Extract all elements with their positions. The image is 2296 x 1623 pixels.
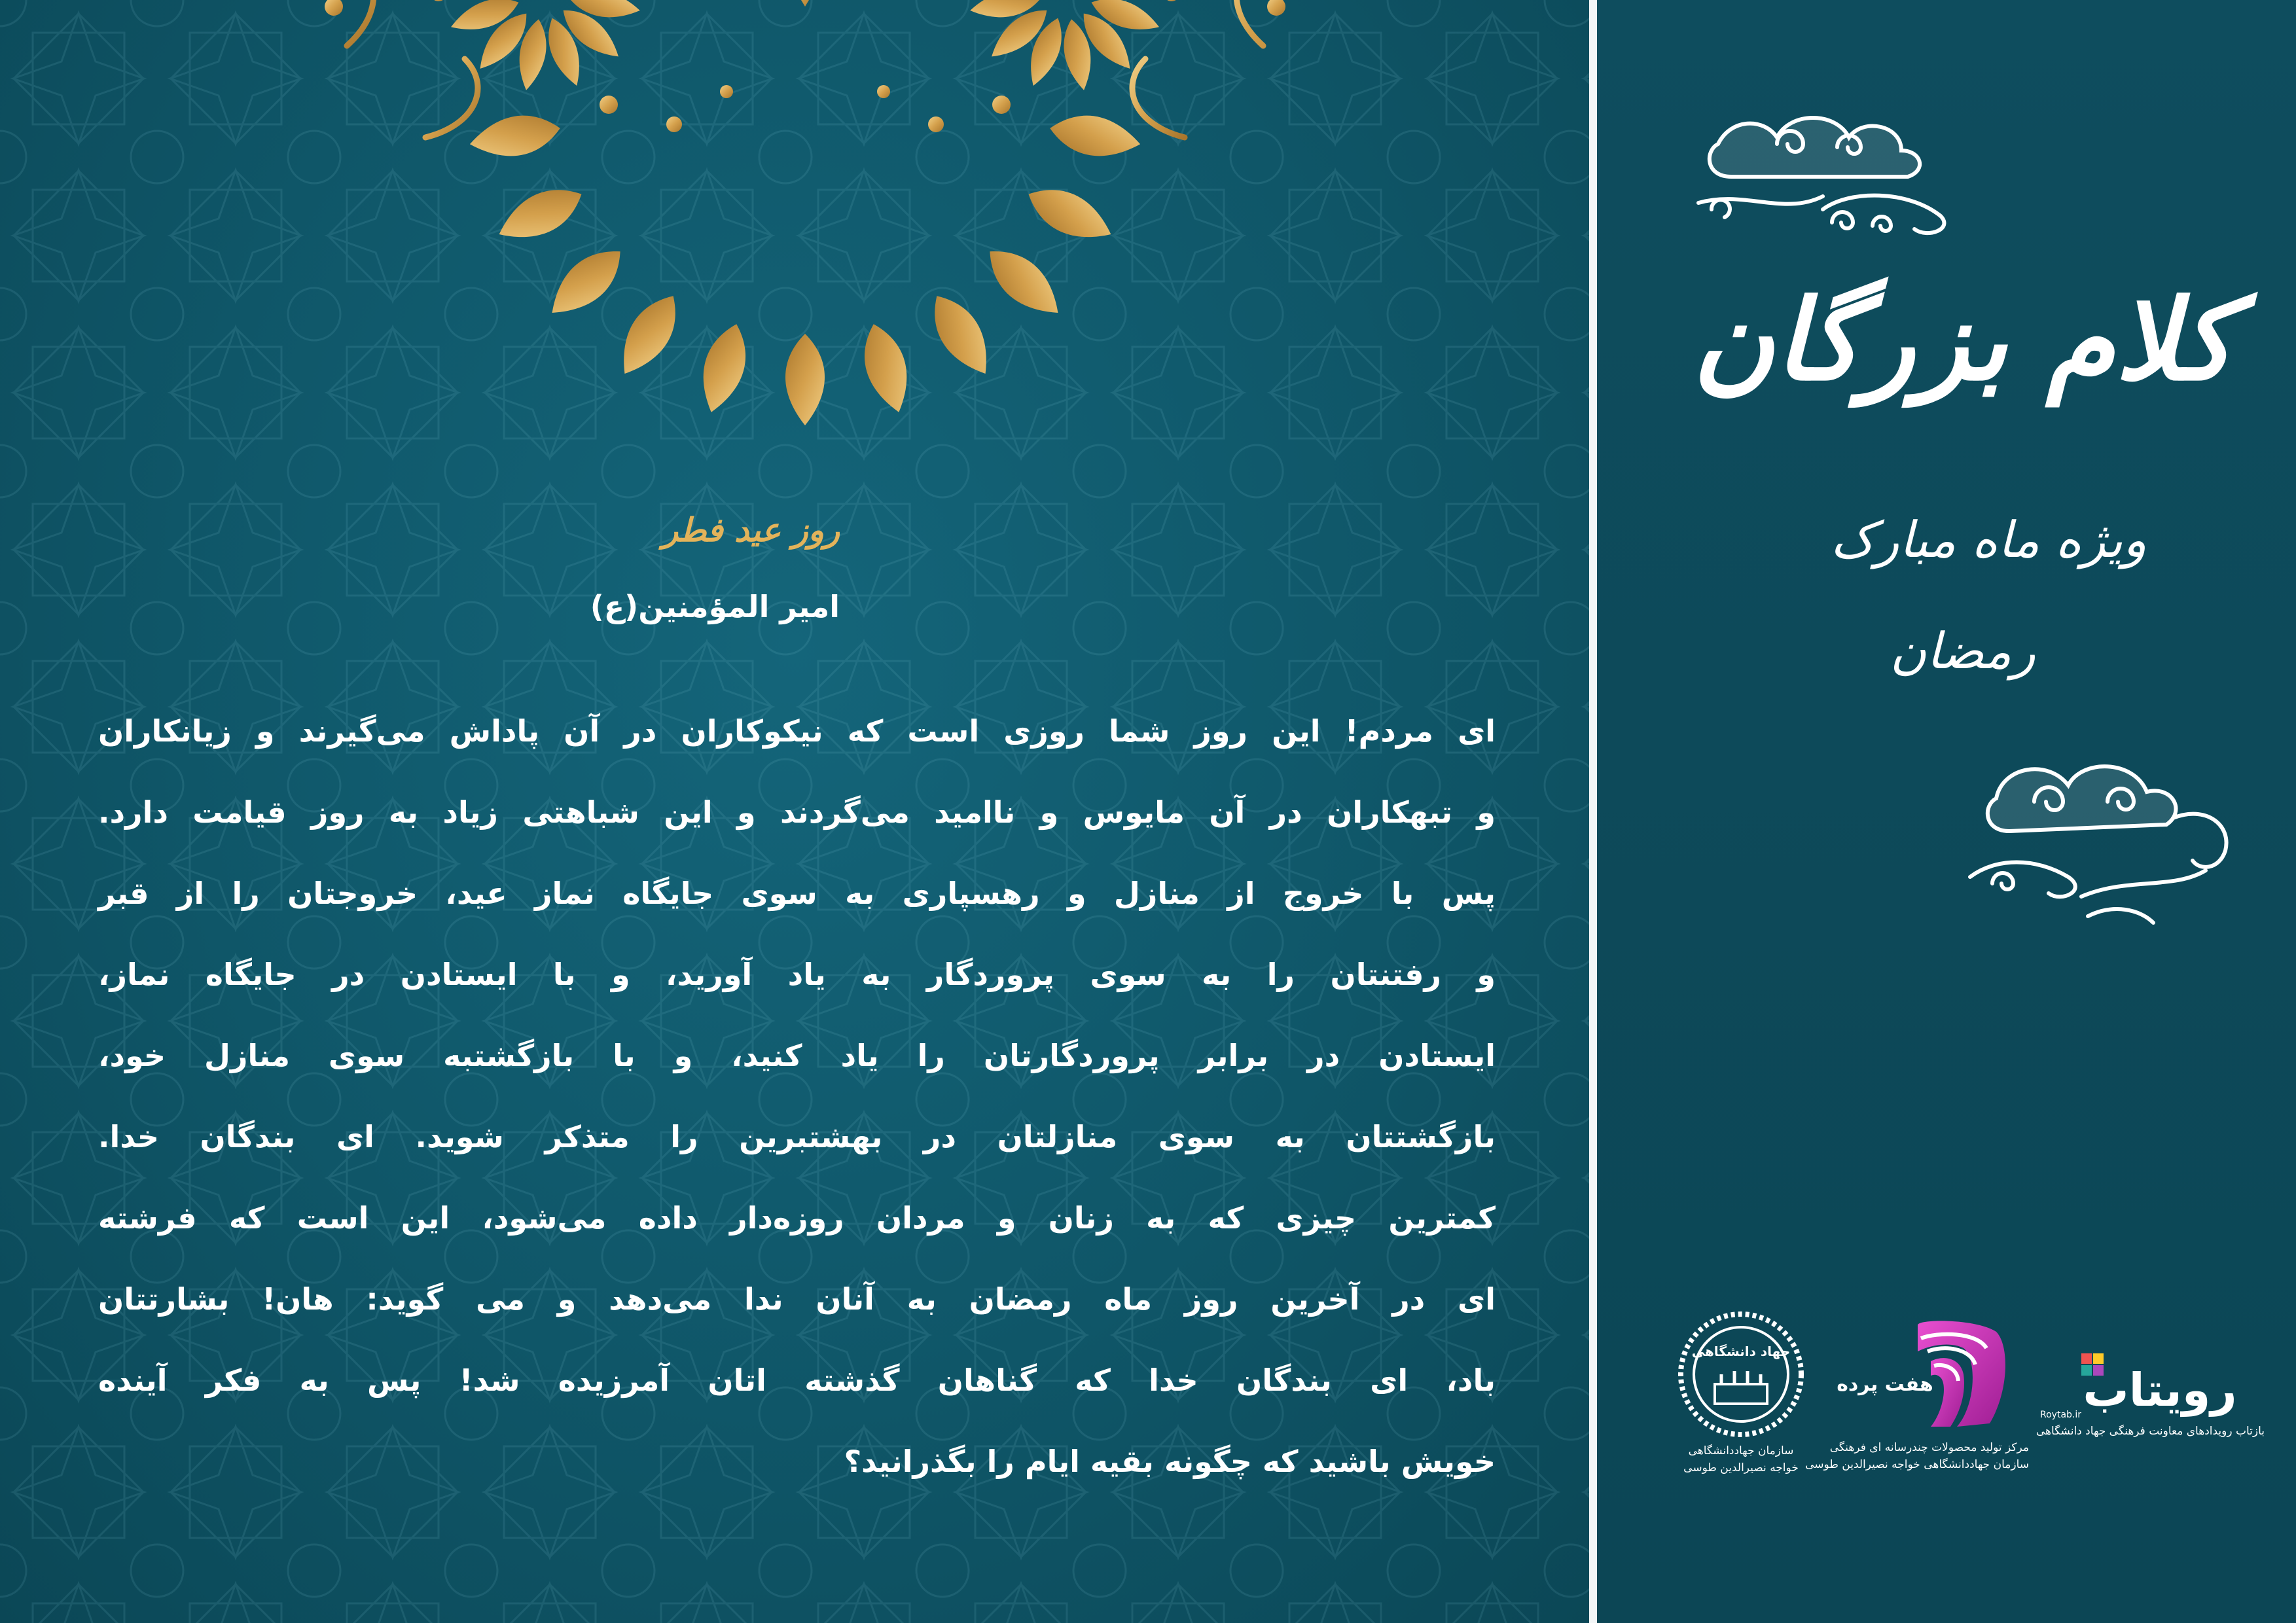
- quote-body: [98, 690, 1496, 1502]
- haft-pardeh-caption-2: سازمان جهاددانشگاهی خواجه نصیرالدین طوسی: [1805, 1458, 2029, 1471]
- roytab-emblem-text: رویتاب: [2083, 1363, 2237, 1417]
- quote-line: خویش باشید که چگونه بقیه ایام را بگذرانید؟: [844, 1444, 1496, 1479]
- jihad-daneshgahi-seal-icon: [1676, 1309, 1806, 1440]
- jihad-caption-2: خواجه نصیرالدین طوسی: [1683, 1461, 1799, 1474]
- quote-occasion: روز عید فطر: [662, 510, 840, 549]
- haft-pardeh-logo: [1805, 1312, 2029, 1473]
- haft-pardeh-emblem-text: هفت پرده: [1837, 1373, 1933, 1396]
- quote-line: بازگشتتان به سوی منازلتان در بهشتبرین را متذکر شوید. ای بندگان خدا.: [98, 1119, 1496, 1154]
- haft-pardeh-caption-1: مرکز تولید محصولات چندرسانه ای فرهنگی: [1829, 1441, 2029, 1454]
- jihad-daneshgahi-logo: [1662, 1309, 1820, 1476]
- quote-line: باد، ای بندگان خدا که گناهان گذشته اتان آمرزیده شد! پس به فکر آینده: [98, 1363, 1496, 1398]
- quote-line: ایستادن در برابر پروردگارتان را یاد کنید، و با بازگشتبه سوی منازل خود،: [98, 1038, 1496, 1073]
- quote-line: ای مردم! این روز شما روزی است که نیکوکاران در آن پاداش می‌گیرند و زیانکاران: [98, 713, 1496, 749]
- decorative-cloud-icon: [1692, 98, 1967, 255]
- roytab-logo-icon: [2040, 1348, 2251, 1420]
- jihad-caption-1: سازمان جهاددانشگاهی: [1688, 1444, 1794, 1457]
- series-subtitle: ویژه ماه مبارک: [1830, 510, 2147, 569]
- panel-divider: [1589, 0, 1597, 1623]
- jihad-emblem-text: جهاد دانشگاهی: [1691, 1344, 1791, 1359]
- quote-line: ای در آخرین روز ماه رمضان به آنان ندا می‌دهد و می گوید: هان! بشارتتان: [98, 1281, 1496, 1317]
- quote-line: و رفتنتان را به سوی پروردگار به یاد آورید، و با ایستادن در جایگاه نماز،: [98, 957, 1496, 992]
- roytab-logo: [2036, 1348, 2265, 1440]
- roytab-caption-1: بازتاب رویدادهای معاونت فرهنگی جهاد دانشگاهی: [2036, 1425, 2265, 1438]
- quote-line: کمترین چیزی که به زنان و مردان روزه‌دار داده می‌شود، این است که فرشته: [98, 1200, 1496, 1236]
- quote-line: پس با خروج از منازل و رهسپاری به سوی جایگاه نماز عید، خروجتان را از قبر: [98, 876, 1496, 911]
- gold-mandala-ornament: [249, 0, 1361, 432]
- series-title: کلام بزرگان: [1693, 275, 2234, 406]
- quote-line: و تبهکاران در آن مایوس و ناامید می‌گردند و این شباهتی زیاد به روز قیامت دارد.: [98, 794, 1496, 830]
- haft-pardeh-logo-icon: [1837, 1312, 2016, 1436]
- series-subtitle-ramadan: رمضان: [1890, 622, 2036, 680]
- decorative-cloud-icon: [1957, 746, 2245, 942]
- quote-speaker: امیر المؤمنین(ع): [590, 589, 840, 624]
- roytab-url: Roytab.ir: [2040, 1410, 2081, 1420]
